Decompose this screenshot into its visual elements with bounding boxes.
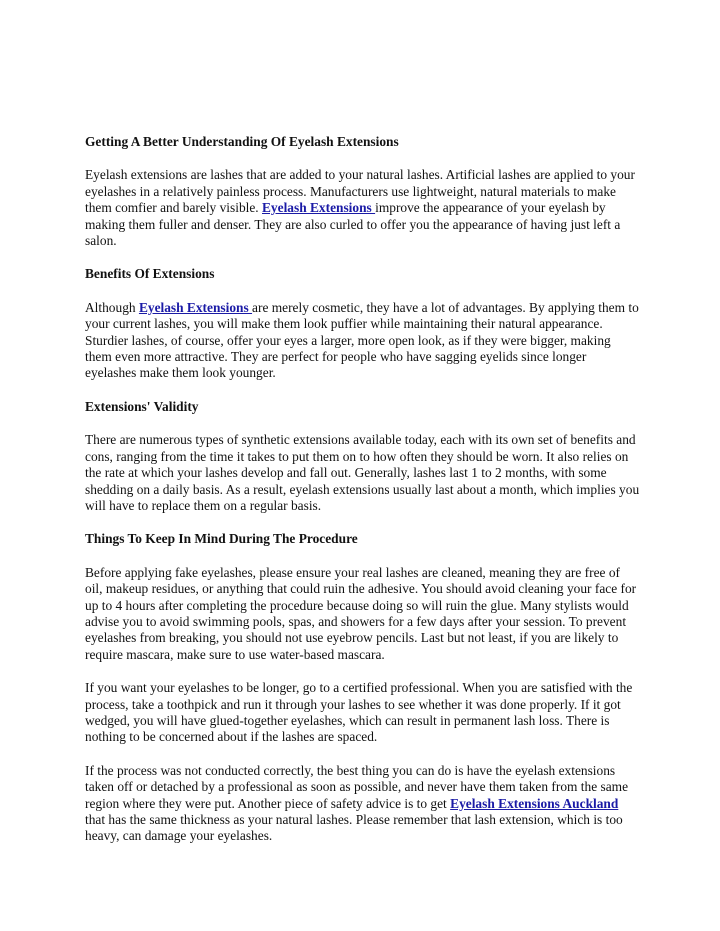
section-heading-benefits: Benefits Of Extensions — [85, 266, 215, 282]
eyelash-extensions-auckland-link[interactable]: Eyelash Extensions Auckland — [450, 795, 619, 811]
paragraph-text: If the process was not conducted correctly, the best thing you can do is have the eyelash extensions taken off or detached by a professional as soon as possible, and never have them taken from the same region where they were put. Another piece of safety advice is to get — [85, 762, 629, 811]
section-heading-procedure: Things To Keep In Mind During The Procedure — [85, 531, 358, 547]
paragraph-procedure-1: Before applying fake eyelashes, please ensure your real lashes are cleaned, meaning they are free of oil, makeup residues, or anything that could ruin the adhesive. You should avoid cleaning your face for up to 4 hours after completing the procedure because doing so will ruin the glue. Many stylists would advise you to avoid swimming pools, spas, and showers for a few days after your session. To prevent eyelashes from breaking, you should not use eyebrow pencils. Last but not least, if you are likely to require mascara, make sure to use water-based mascara. — [85, 564, 637, 662]
eyelash-extensions-link[interactable]: Eyelash Extensions — [138, 299, 253, 315]
document-page — [85, 134, 640, 862]
eyelash-extensions-link[interactable]: Eyelash Extensions — [262, 200, 376, 216]
paragraph-text: improve the appearance of your eyelash by making them fuller and denser. They are also curled to offer you the appearance of having just left a salon. — [85, 200, 621, 249]
section-heading-understanding: Getting A Better Understanding Of Eyelash Extensions — [85, 134, 399, 149]
paragraph-benefits — [85, 300, 640, 382]
section-heading-validity: Extensions' Validity — [85, 398, 199, 414]
paragraph-understanding — [85, 167, 640, 249]
paragraph-text: Although — [85, 299, 139, 315]
paragraph-procedure-3 — [85, 763, 640, 845]
paragraph-validity: There are numerous types of synthetic extensions available today, each with its own set of benefits and cons, ranging from the time it takes to put them on to how often they should be worn. It also relies on the rate at which your lashes develop and fall out. Generally, lashes last 1 to 2 months, with some shedding on a daily basis. As a result, eyelash extensions usually last about a month, which implies you will have to replace them on a regular basis. — [85, 432, 640, 513]
paragraph-text: are merely cosmetic, they have a lot of advantages. By applying them to your current lashes, you will make them look puffier while maintaining their natural appearance. Sturdier lashes, of course, offer your eyes a larger, more open look, as if they were bigger, making them even more attractive. They are perfect for people who have sagging eyelids since longer eyelashes make them look younger. — [85, 299, 639, 381]
paragraph-text: that has the same thickness as your natural lashes. Please remember that lash extension, which is too heavy, can damage your eyelashes. — [85, 812, 623, 844]
paragraph-text: Eyelash extensions are lashes that are added to your natural lashes. Artificial lashes are applied to your eyelashes in a relatively painless process. Manufacturers use lightweight, natural materials to make them comfier and barely visible. — [85, 167, 635, 216]
paragraph-procedure-2: If you want your eyelashes to be longer, go to a certified professional. When you are satisfied with the process, take a toothpick and run it through your lashes to see whether it was done properly. If it got wedged, you will have glued-together eyelashes, which can result in permanent lash loss. There is nothing to be concerned about if the lashes are spaced. — [85, 680, 633, 745]
